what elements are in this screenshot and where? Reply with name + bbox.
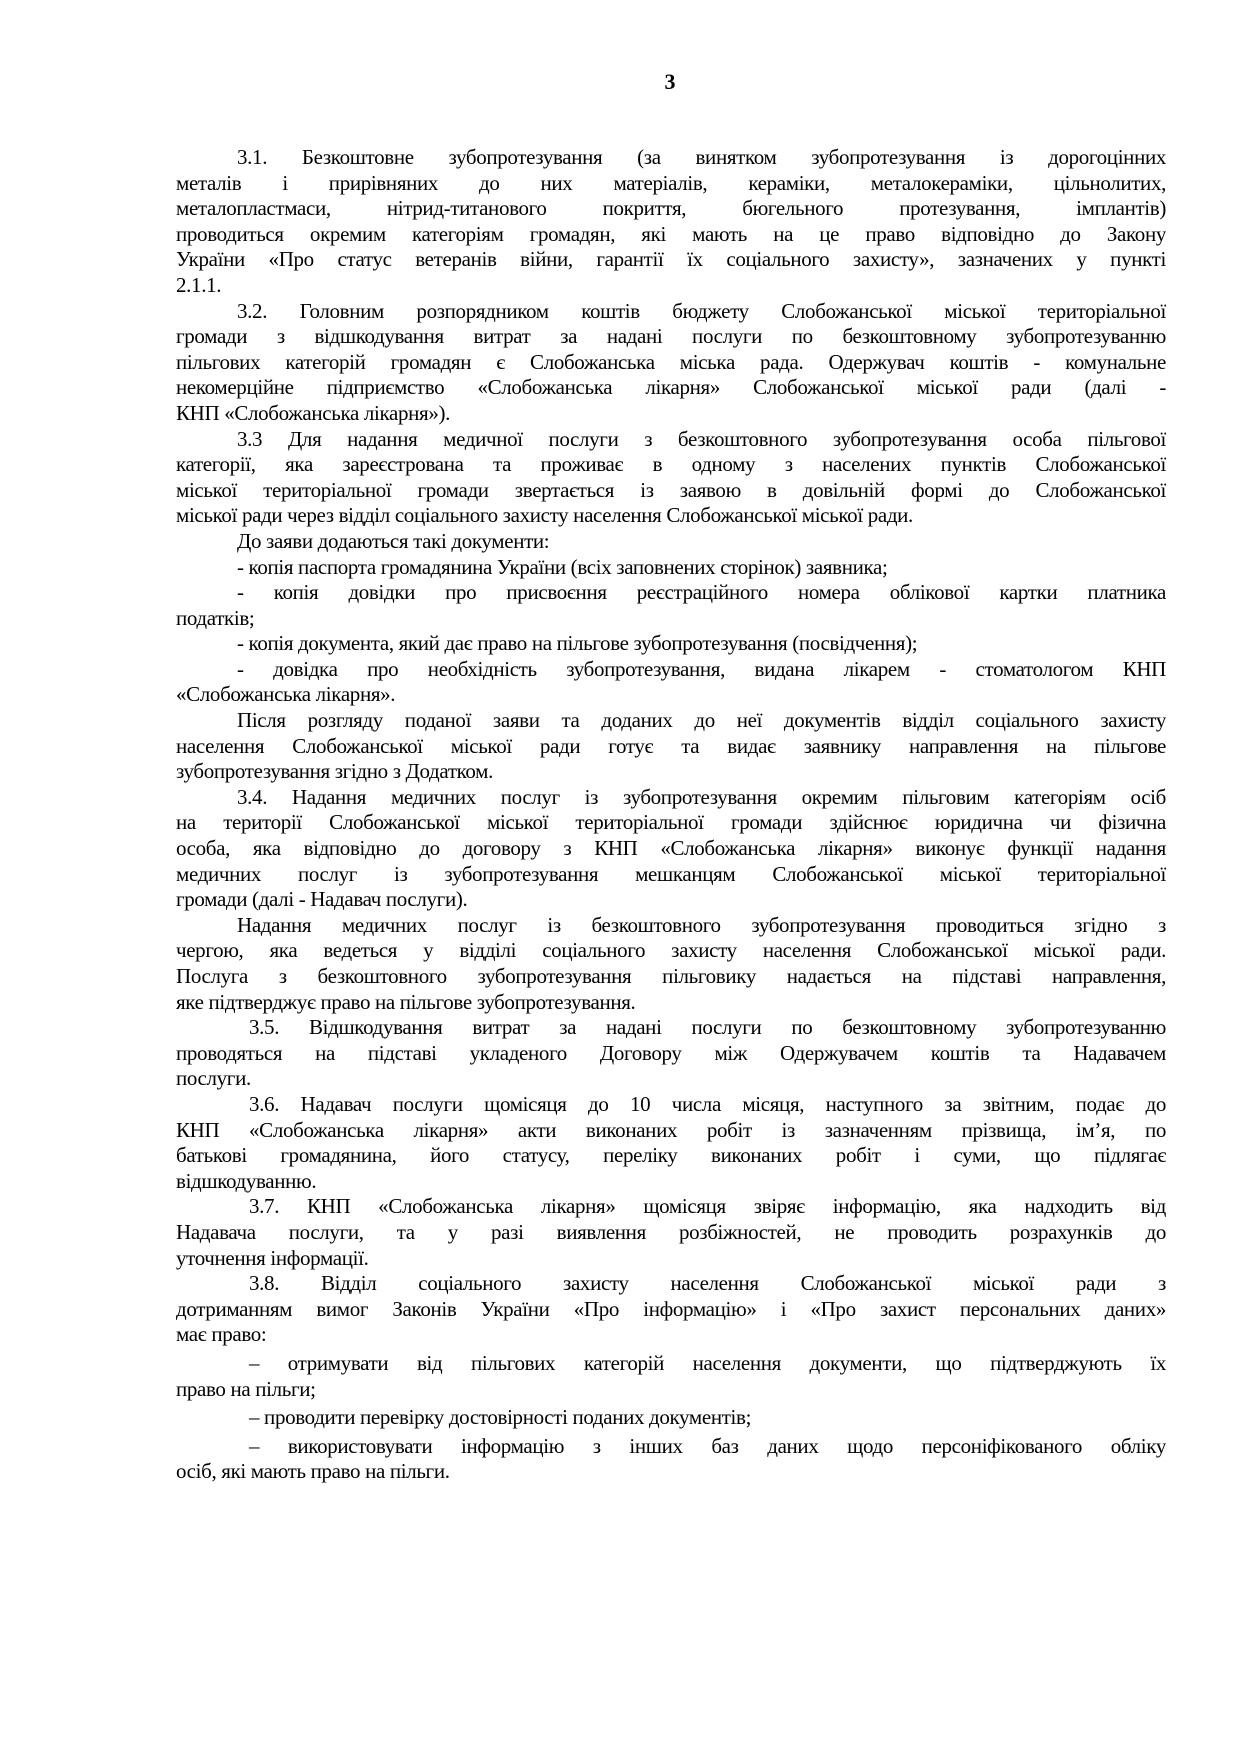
paragraph-p3-3-docs-intro (176, 529, 1166, 555)
text-line: має право: (176, 1322, 267, 1347)
paragraph-p3-8-right-3 (176, 1434, 1166, 1485)
text-line: До заяви додаються такі документи: (237, 528, 550, 553)
text-line: України «Про статус ветеранів війни, гарантії їх соціального захисту», зазначених у пункті (176, 247, 1166, 272)
page-number: 3 (664, 69, 676, 94)
paragraph-p3-3-doc-1 (176, 555, 1166, 581)
text-line: – проводити перевірку достовірності поданих документів; (249, 1405, 752, 1430)
paragraph-p3-1 (176, 145, 1166, 299)
text-line: право на пільги; (176, 1376, 316, 1401)
text-line: 3.6. Надавач послуги щомісяця до 10 числа місяця, наступного за звітним, подає до (249, 1091, 1166, 1116)
document-body (176, 145, 1166, 1485)
text-line: - копія документа, який дає право на пільгове зубопротезування (посвідчення); (237, 631, 918, 656)
text-line: відшкодуванню. (176, 1168, 317, 1193)
text-line: 3.2. Головним розпорядником коштів бюджету Слобожанської міської територіальної (237, 298, 1166, 323)
text-line: міської ради через відділ соціального захисту населення Слобожанської міської ради. (176, 503, 913, 528)
text-line: «Слобожанська лікарня». (176, 682, 396, 707)
text-line: чергою, яка ведеться у відділі соціального захисту населення Слобожанської міської ради. (176, 938, 1166, 963)
text-line: 3.1. Безкоштовне зубопротезування (за винятком зубопротезування із дорогоцінних (237, 145, 1166, 169)
text-line: податків; (176, 605, 255, 630)
text-line: Надання медичних послуг із безкоштовного зубопротезування проводиться згідно з (237, 912, 1166, 937)
text-line: яке підтверджує право на пільгове зубопротезування. (176, 989, 636, 1014)
text-line: батькові громадянина, його статусу, переліку виконаних робіт і суми, що підлягає (176, 1143, 1166, 1168)
paragraph-p3-4-queue (176, 913, 1166, 1015)
text-line: 3.4. Надання медичних послуг із зубопротезування окремим пільговим категоріям осіб (237, 784, 1166, 809)
text-line: громади (далі - Надавач послуги). (176, 887, 468, 912)
text-line: - копія довідки про присвоєння реєстраційного номера облікової картки платника (237, 580, 1166, 605)
text-line: КНП «Слобожанська лікарня»). (176, 400, 451, 425)
text-line: категорії, яка зареєстрована та проживає в одному з населених пунктів Слобожанської (176, 452, 1166, 477)
paragraph-p3-3-doc-3 (176, 631, 1166, 657)
paragraph-p3-6 (176, 1092, 1166, 1194)
text-line: металів і прирівняних до них матеріалів, кераміки, металокераміки, цільнолитих, (176, 170, 1166, 195)
text-line: послуги. (176, 1066, 251, 1091)
paragraph-p3-4 (176, 785, 1166, 913)
text-line: проводиться окремим категоріям громадян, які мають на це право відповідно до Закону (176, 221, 1166, 246)
text-line: пільгових категорій громадян є Слобожанська міська рада. Одержувач коштів - комунальне (176, 349, 1166, 374)
paragraph-p3-3 (176, 427, 1166, 529)
text-line: громади з відшкодування витрат за надані послуги по безкоштовному зубопротезуванню (176, 324, 1166, 349)
text-line: на території Слобожанської міської територіальної громади здійснює юридична чи фізична (176, 810, 1166, 835)
text-line: уточнення інформації. (176, 1245, 369, 1270)
text-line: - довідка про необхідність зубопротезування, видана лікарем - стоматологом КНП (237, 656, 1166, 681)
text-line: особа, яка відповідно до договору з КНП «Слобожанська лікарня» виконує функції надання (176, 836, 1166, 861)
text-line: 3.5. Відшкодування витрат за надані послуги по безкоштовному зубопротезуванню (249, 1015, 1166, 1040)
text-line: 3.7. КНП «Слобожанська лікарня» щомісяця звіряє інформацію, яка надходить від (249, 1194, 1166, 1219)
text-line: Надавача послуги, та у разі виявлення розбіжностей, не проводить розрахунків до (176, 1219, 1166, 1244)
text-line: населення Слобожанської міської ради готує та видає заявнику направлення на пільгове (176, 733, 1166, 758)
text-line: зубопротезування згідно з Додатком. (176, 759, 494, 784)
paragraph-p3-8-right-1 (176, 1351, 1166, 1402)
text-line: некомерційне підприємство «Слобожанська лікарня» Слобожанської міської ради (далі - (176, 375, 1166, 400)
text-line: міської територіальної громади звертається із заявою в довільній формі до Слобожанської (176, 477, 1166, 502)
paragraph-p3-5 (176, 1015, 1166, 1092)
text-line: 2.1.1. (176, 272, 222, 297)
text-line: – використовувати інформацію з інших баз даних щодо персоніфікованого обліку (249, 1433, 1166, 1458)
text-line: проводяться на підставі укладеного Договору між Одержувачем коштів та Надавачем (176, 1040, 1166, 1065)
text-line: дотриманням вимог Законів України «Про інформацію» і «Про захист персональних даних» (176, 1296, 1166, 1321)
text-line: осіб, які мають право на пільги. (176, 1459, 450, 1484)
text-line: Після розгляду поданої заяви та доданих до неї документів відділ соціального захисту (237, 708, 1166, 733)
paragraph-p3-3-doc-4 (176, 657, 1166, 708)
text-line: 3.3 Для надання медичної послуги з безкоштовного зубопротезування особа пільгової (237, 426, 1166, 451)
paragraph-p3-3-doc-2 (176, 580, 1166, 631)
text-line: КНП «Слобожанська лікарня» акти виконаних робіт із зазначенням прізвища, ім’я, по (176, 1117, 1166, 1142)
paragraph-p3-3-after (176, 708, 1166, 785)
paragraph-p3-8 (176, 1271, 1166, 1348)
paragraph-p3-7 (176, 1194, 1166, 1271)
text-line: Послуга з безкоштовного зубопротезування пільговику надається на підставі направлення, (176, 964, 1166, 988)
paragraph-p3-2 (176, 299, 1166, 427)
text-line: – отримувати від пільгових категорій населення документи, що підтверджують їх (249, 1350, 1166, 1375)
text-line: 3.8. Відділ соціального захисту населення Слобожанської міської ради з (249, 1271, 1166, 1296)
text-line: - копія паспорта громадянина України (всіх заповнених сторінок) заявника; (237, 554, 888, 579)
text-line: металопластмаси, нітрид-титанового покриття, бюгельного протезування, імплантів) (176, 196, 1166, 221)
text-line: медичних послуг із зубопротезування мешканцям Слобожанської міської територіальної (176, 861, 1166, 886)
paragraph-p3-8-right-2 (176, 1405, 1166, 1431)
